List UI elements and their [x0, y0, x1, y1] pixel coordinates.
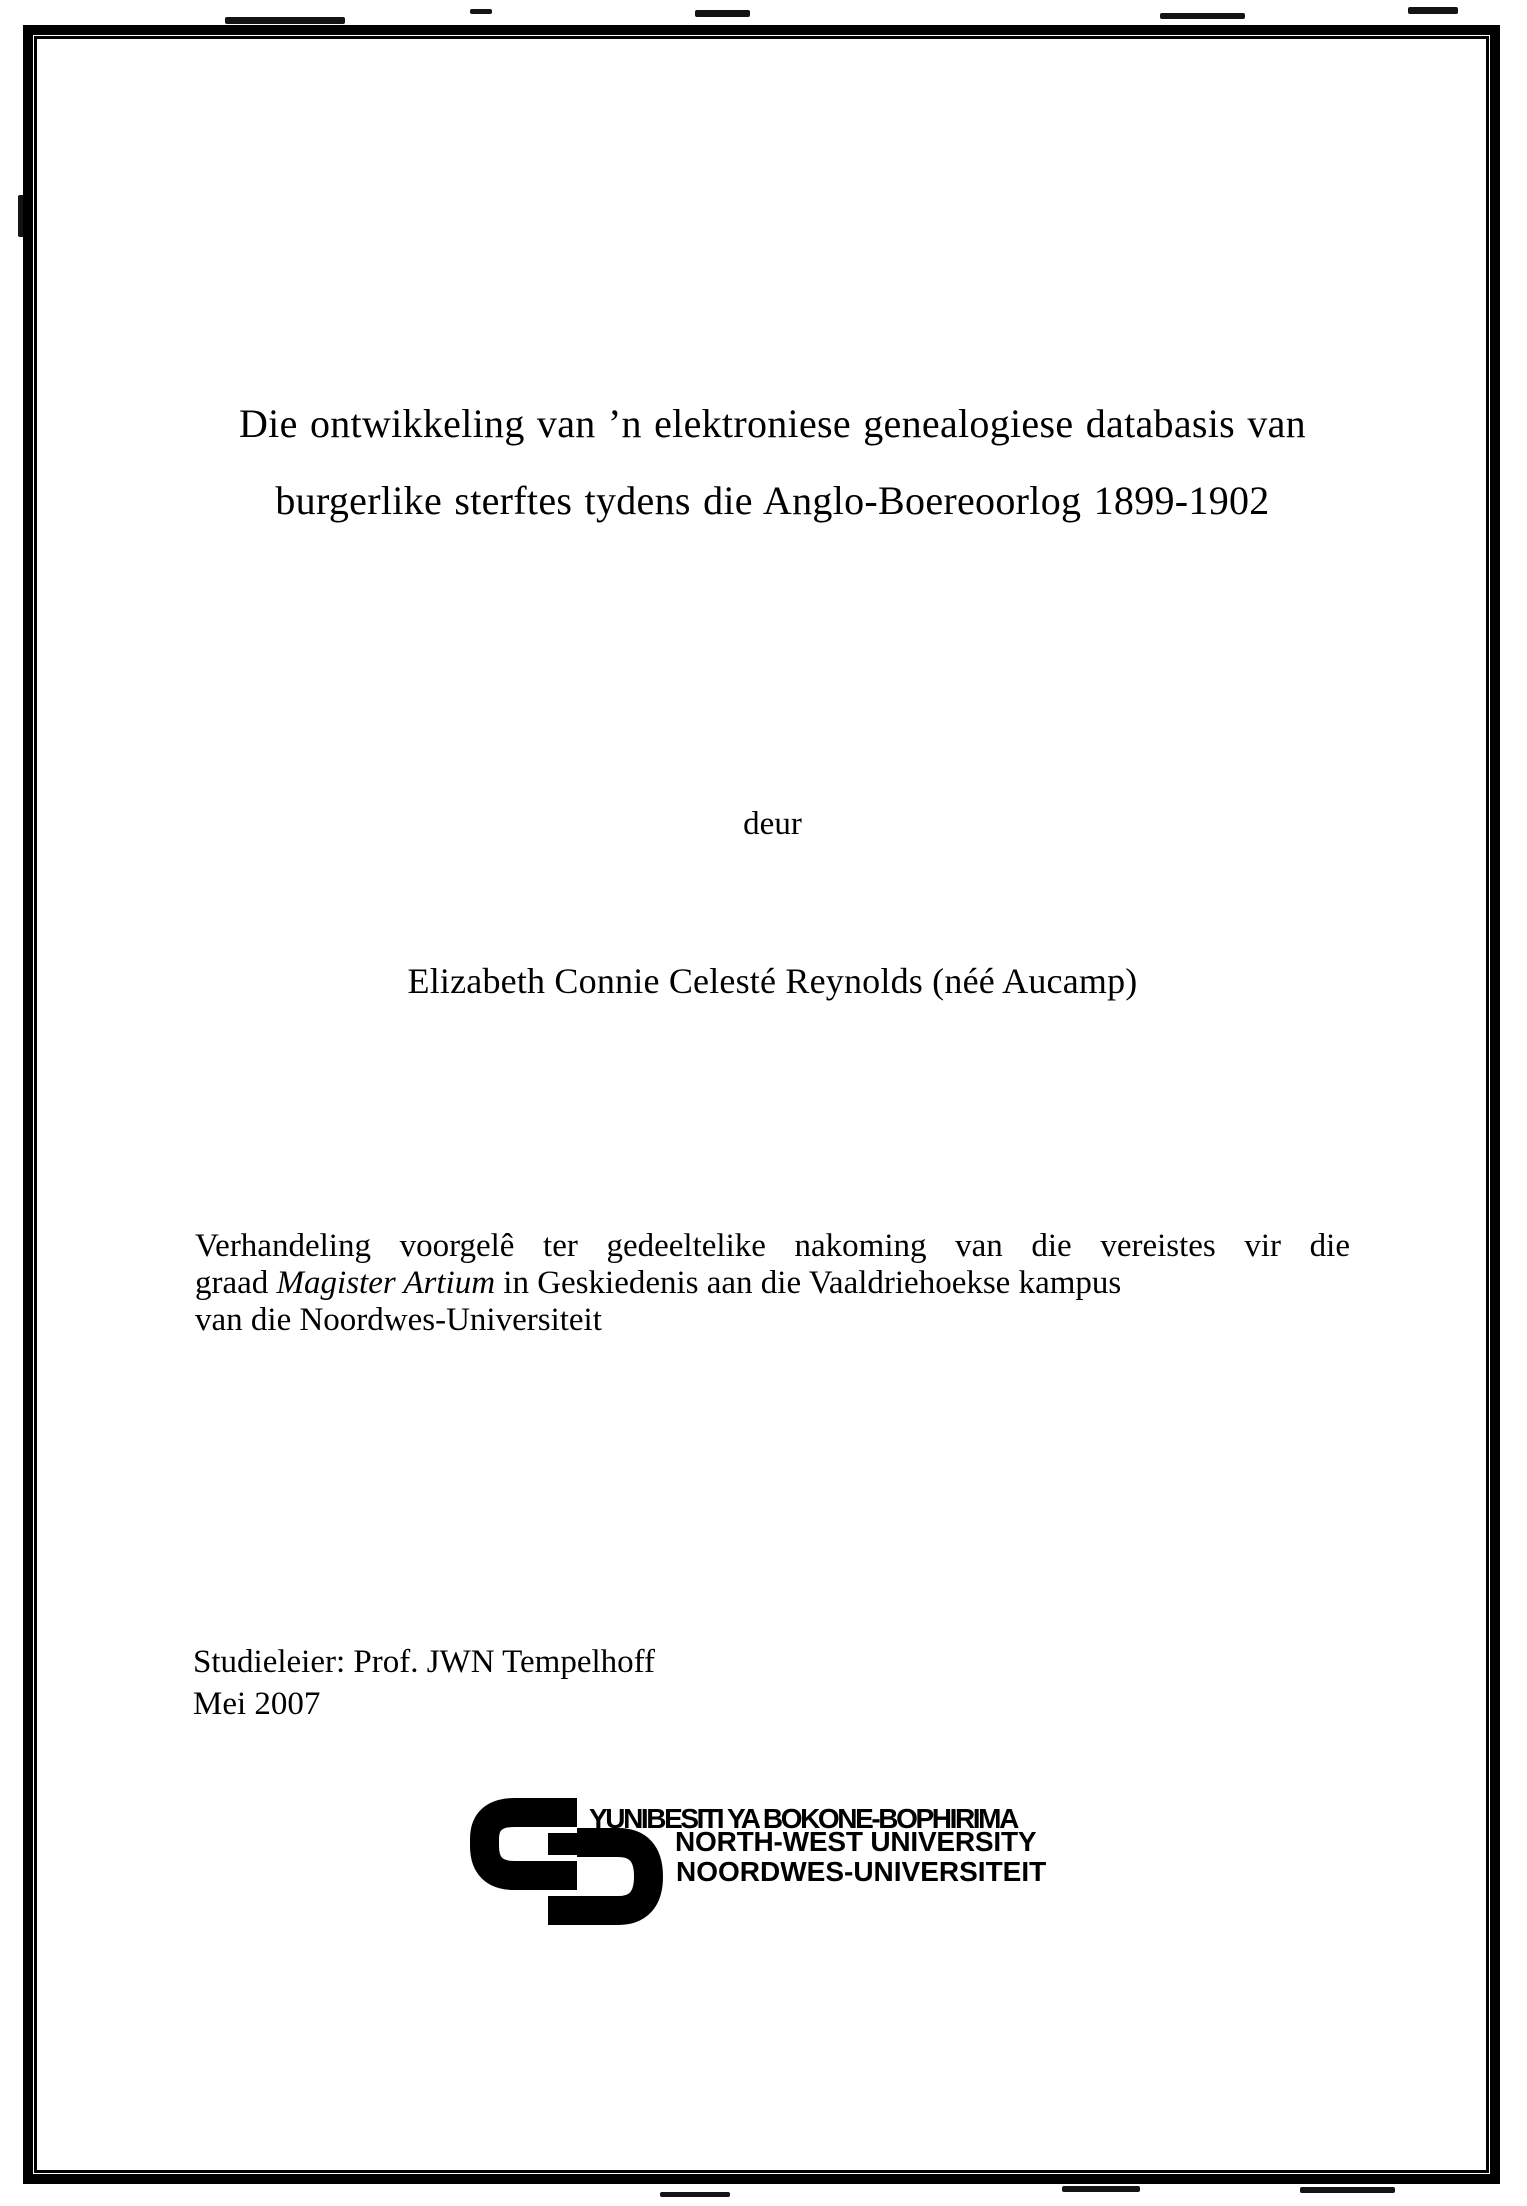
university-name-afrikaans: NOORDWES-UNIVERSITEIT: [676, 1856, 1047, 1887]
thesis-title-line1: Die ontwikkeling van ’n elektroniese genealogiese databasis van: [238, 401, 1306, 446]
thesis-title-line2: burgerlike sterftes tydens die Anglo-Boereoorlog 1899-1902: [275, 478, 1270, 523]
thesis-title: [195, 385, 1350, 539]
scan-artifact: [1160, 13, 1245, 19]
university-name-english: NORTH-WEST UNIVERSITY: [675, 1826, 1037, 1857]
supervisor-block: [193, 1641, 655, 1725]
submission-line1: Verhandeling voorgelê ter gedeeltelike nakoming van die vereistes vir die: [195, 1228, 1350, 1264]
date-line: Mei 2007: [193, 1686, 321, 1722]
author-name: Elizabeth Connie Celesté Reynolds (néé Aucamp): [407, 961, 1138, 1001]
scan-artifact: [660, 2192, 730, 2197]
scan-artifact: [1408, 7, 1458, 14]
submission-line2: [195, 1265, 1350, 1302]
supervisor-line: Studieleier: Prof. JWN Tempelhoff: [193, 1644, 656, 1680]
submission-line3: van die Noordwes-Universiteit: [195, 1302, 602, 1338]
byline-label: deur: [743, 806, 802, 842]
university-name-setswana: YUNIBESITI YA BOKONE-BOPHIRIMA: [589, 1803, 1017, 1834]
scan-artifact: [470, 9, 492, 14]
submission-line2-prefix: graad: [195, 1265, 277, 1301]
scan-artifact: [18, 195, 32, 237]
scan-artifact: [695, 10, 750, 17]
degree-name-italic: Magister Artium: [276, 1265, 496, 1301]
scan-artifact: [1062, 2186, 1140, 2192]
submission-line2-suffix: in Geskiedenis aan die Vaaldriehoekse kampus: [495, 1265, 1122, 1301]
scan-artifact: [225, 17, 345, 24]
submission-statement: [195, 1228, 1350, 1339]
scan-artifact: [1300, 2187, 1395, 2193]
